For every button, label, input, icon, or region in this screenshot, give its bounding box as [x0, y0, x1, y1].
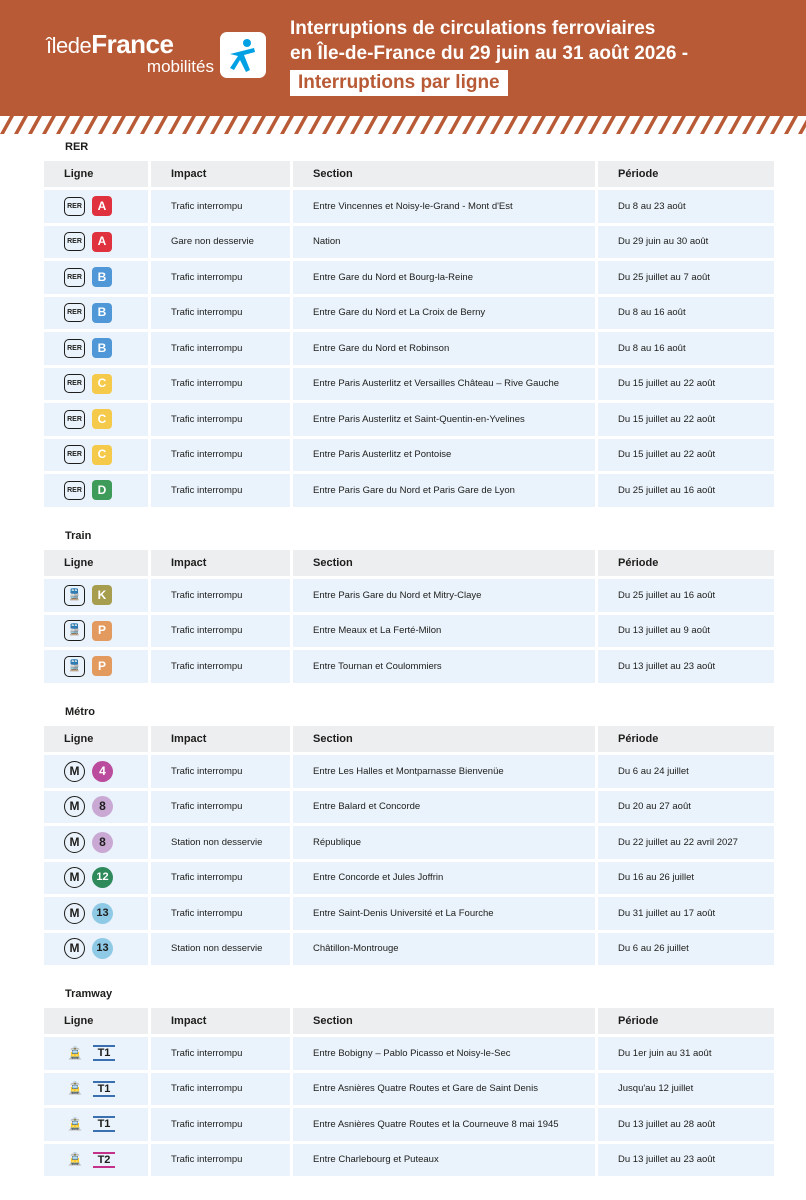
impact-cell: Trafic interrompu [151, 579, 290, 612]
periode-cell: Du 15 juillet au 22 août [598, 403, 774, 436]
col-ligne: Ligne [44, 726, 148, 752]
line-cell [44, 897, 148, 930]
line-badge-t2: T2 [93, 1152, 115, 1168]
impact-cell: Trafic interrompu [151, 332, 290, 365]
rer-icon: RER [64, 445, 85, 464]
tram-icon: 🚊 [67, 1152, 83, 1166]
col-ligne: Ligne [44, 1008, 148, 1034]
rer-icon: RER [64, 268, 85, 287]
table-row [44, 190, 774, 223]
table-row [44, 1144, 774, 1177]
tram-icon: 🚊 [67, 1116, 83, 1131]
table-row [44, 297, 774, 330]
periode-cell: Du 13 juillet au 23 août [598, 1144, 774, 1177]
line-cell [44, 1037, 148, 1070]
impact-cell: Trafic interrompu [151, 755, 290, 788]
table-row [44, 226, 774, 259]
page-subtitle: Interruptions par ligne [290, 70, 508, 96]
col-periode: Période [598, 161, 774, 187]
col-impact: Impact [151, 726, 290, 752]
line-badge-b: B [92, 303, 112, 323]
periode-cell: Du 25 juillet au 16 août [598, 474, 774, 507]
col-ligne: Ligne [44, 550, 148, 576]
periode-cell: Du 15 juillet au 22 août [598, 368, 774, 401]
line-cell [44, 1073, 148, 1106]
line-badge-k: K [92, 585, 112, 605]
rer-icon: RER [64, 339, 85, 358]
col-periode: Période [598, 550, 774, 576]
line-cell [44, 650, 148, 683]
table-row [44, 1108, 774, 1141]
zigzag-divider [0, 116, 806, 134]
table-row [44, 261, 774, 294]
impact-cell: Trafic interrompu [151, 439, 290, 472]
table-row [44, 1073, 774, 1106]
train-icon: 🚆 [64, 585, 85, 606]
periode-cell: Du 20 au 27 août [598, 791, 774, 824]
table-train [44, 550, 774, 686]
table-row [44, 933, 774, 966]
line-cell [44, 615, 148, 648]
line-badge-d: D [92, 480, 112, 500]
periode-cell: Jusqu'au 12 juillet [598, 1073, 774, 1106]
impact-cell: Trafic interrompu [151, 403, 290, 436]
line-badge-c: C [92, 445, 112, 465]
impact-cell: Gare non desservie [151, 226, 290, 259]
line-badge-4: 4 [92, 761, 113, 782]
impact-cell: Trafic interrompu [151, 1144, 290, 1177]
col-impact: Impact [151, 550, 290, 576]
metro-icon: M [64, 761, 85, 782]
table-header [44, 726, 774, 752]
table-row [44, 439, 774, 472]
line-badge-a: A [92, 196, 112, 216]
section-title-train: Train [65, 530, 92, 542]
line-cell [44, 791, 148, 824]
section-cell: Entre Balard et Concorde [293, 791, 595, 824]
line-badge-t1: T1 [93, 1045, 115, 1061]
section-cell: Entre Asnières Quatre Routes et Gare de Saint Denis [293, 1073, 595, 1106]
section-cell: Entre Les Halles et Montparnasse Bienvenüe [293, 755, 595, 788]
impact-cell: Trafic interrompu [151, 791, 290, 824]
impact-cell: Station non desservie [151, 826, 290, 859]
section-title-tramway: Tramway [65, 988, 113, 1000]
logo-person-icon [220, 32, 266, 78]
section-title-metro: Métro [65, 706, 95, 718]
col-section: Section [293, 1008, 595, 1034]
line-badge-a: A [92, 232, 112, 252]
impact-cell: Trafic interrompu [151, 297, 290, 330]
table-row [44, 650, 774, 683]
table-row [44, 403, 774, 436]
rer-icon: RER [64, 410, 85, 429]
section-cell: Entre Bobigny – Pablo Picasso et Noisy-le-Sec [293, 1037, 595, 1070]
line-cell [44, 1108, 148, 1141]
periode-cell: Du 13 juillet au 23 août [598, 650, 774, 683]
line-badge-13: 13 [92, 903, 113, 924]
section-cell: Entre Paris Austerlitz et Saint-Quentin-en-Yvelines [293, 403, 595, 436]
metro-icon: M [64, 867, 85, 888]
impact-cell: Trafic interrompu [151, 615, 290, 648]
impact-cell: Trafic interrompu [151, 368, 290, 401]
train-icon: 🚆 [64, 656, 85, 677]
line-cell [44, 862, 148, 895]
section-cell: Entre Vincennes et Noisy-le-Grand - Mont d'Est [293, 190, 595, 223]
col-section: Section [293, 726, 595, 752]
line-badge-13: 13 [92, 938, 113, 959]
table-row [44, 368, 774, 401]
table-row [44, 755, 774, 788]
table-row [44, 862, 774, 895]
line-cell [44, 226, 148, 259]
impact-cell: Trafic interrompu [151, 1037, 290, 1070]
section-cell: Entre Paris Austerlitz et Pontoise [293, 439, 595, 472]
page-title: Interruptions de circulations ferroviaires en Île-de-France du 29 juin au 31 août 2026 - [290, 18, 689, 64]
col-section: Section [293, 161, 595, 187]
rer-icon: RER [64, 481, 85, 500]
line-cell [44, 332, 148, 365]
table-row [44, 791, 774, 824]
col-ligne: Ligne [44, 161, 148, 187]
logo-wordmark: îledeFrance [46, 29, 174, 59]
periode-cell: Du 15 juillet au 22 août [598, 439, 774, 472]
rer-icon: RER [64, 374, 85, 393]
section-cell: Entre Gare du Nord et Bourg-la-Reine [293, 261, 595, 294]
periode-cell: Du 8 au 16 août [598, 297, 774, 330]
section-cell: Entre Gare du Nord et Robinson [293, 332, 595, 365]
section-cell: Entre Saint-Denis Université et La Fourche [293, 897, 595, 930]
metro-icon: M [64, 796, 85, 817]
metro-icon: M [64, 938, 85, 959]
periode-cell: Du 6 au 26 juillet [598, 933, 774, 966]
rer-icon: RER [64, 232, 85, 251]
impact-cell: Trafic interrompu [151, 862, 290, 895]
line-cell [44, 297, 148, 330]
table-row [44, 826, 774, 859]
section-cell: Entre Paris Austerlitz et Versailles Château – Rive Gauche [293, 368, 595, 401]
line-cell [44, 826, 148, 859]
periode-cell: Du 25 juillet au 7 août [598, 261, 774, 294]
impact-cell: Trafic interrompu [151, 897, 290, 930]
periode-cell: Du 29 juin au 30 août [598, 226, 774, 259]
table-header [44, 1008, 774, 1034]
line-cell [44, 439, 148, 472]
section-title-rer: RER [65, 141, 89, 153]
section-cell: Entre Meaux et La Ferté-Milon [293, 615, 595, 648]
col-section: Section [293, 550, 595, 576]
impact-cell: Trafic interrompu [151, 1073, 290, 1106]
tram-icon: 🚊 [67, 1045, 83, 1060]
line-cell [44, 261, 148, 294]
line-badge-12: 12 [92, 867, 113, 888]
impact-cell: Trafic interrompu [151, 650, 290, 683]
line-cell [44, 1144, 148, 1177]
line-cell [44, 755, 148, 788]
periode-cell: Du 16 au 26 juillet [598, 862, 774, 895]
table-rer [44, 161, 774, 510]
periode-cell: Du 13 juillet au 9 août [598, 615, 774, 648]
impact-cell: Trafic interrompu [151, 190, 290, 223]
impact-cell: Trafic interrompu [151, 1108, 290, 1141]
train-icon: 🚆 [64, 620, 85, 641]
periode-cell: Du 6 au 24 juillet [598, 755, 774, 788]
table-header [44, 550, 774, 576]
line-cell [44, 190, 148, 223]
idfm-logo [46, 30, 266, 82]
periode-cell: Du 13 juillet au 28 août [598, 1108, 774, 1141]
table-row [44, 474, 774, 507]
table-row [44, 615, 774, 648]
col-periode: Période [598, 726, 774, 752]
line-badge-p: P [92, 621, 112, 641]
table-tramway [44, 1008, 774, 1179]
section-cell: Entre Asnières Quatre Routes et la Courneuve 8 mai 1945 [293, 1108, 595, 1141]
line-cell [44, 933, 148, 966]
periode-cell: Du 22 juillet au 22 avril 2027 [598, 826, 774, 859]
tram-icon: 🚊 [67, 1081, 83, 1095]
table-row [44, 332, 774, 365]
rer-icon: RER [64, 303, 85, 322]
table-header [44, 161, 774, 187]
impact-cell: Station non desservie [151, 933, 290, 966]
header-banner [0, 0, 806, 116]
col-periode: Période [598, 1008, 774, 1034]
section-cell: Entre Paris Gare du Nord et Paris Gare de Lyon [293, 474, 595, 507]
section-cell: Châtillon-Montrouge [293, 933, 595, 966]
section-cell: Entre Paris Gare du Nord et Mitry-Claye [293, 579, 595, 612]
periode-cell: Du 8 au 16 août [598, 332, 774, 365]
periode-cell: Du 1er juin au 31 août [598, 1037, 774, 1070]
table-row [44, 897, 774, 930]
table-row [44, 1037, 774, 1070]
line-badge-b: B [92, 338, 112, 358]
line-badge-t1: T1 [93, 1081, 115, 1097]
impact-cell: Trafic interrompu [151, 474, 290, 507]
rer-icon: RER [64, 197, 85, 216]
line-badge-8: 8 [92, 832, 113, 853]
table-metro [44, 726, 774, 968]
section-cell: Nation [293, 226, 595, 259]
table-row [44, 579, 774, 612]
line-badge-t1: T1 [93, 1116, 115, 1132]
line-badge-b: B [92, 267, 112, 287]
line-badge-8: 8 [92, 796, 113, 817]
metro-icon: M [64, 903, 85, 924]
section-cell: Entre Gare du Nord et La Croix de Berny [293, 297, 595, 330]
section-cell: Entre Tournan et Coulommiers [293, 650, 595, 683]
impact-cell: Trafic interrompu [151, 261, 290, 294]
line-badge-c: C [92, 409, 112, 429]
line-badge-p: P [92, 656, 112, 676]
line-cell [44, 368, 148, 401]
periode-cell: Du 31 juillet au 17 août [598, 897, 774, 930]
metro-icon: M [64, 832, 85, 853]
section-cell: Entre Charlebourg et Puteaux [293, 1144, 595, 1177]
line-cell [44, 579, 148, 612]
col-impact: Impact [151, 1008, 290, 1034]
logo-subtitle: mobilités [146, 57, 214, 76]
line-cell [44, 403, 148, 436]
col-impact: Impact [151, 161, 290, 187]
section-cell: République [293, 826, 595, 859]
section-cell: Entre Concorde et Jules Joffrin [293, 862, 595, 895]
periode-cell: Du 8 au 23 août [598, 190, 774, 223]
periode-cell: Du 25 juillet au 16 août [598, 579, 774, 612]
line-badge-c: C [92, 374, 112, 394]
line-cell [44, 474, 148, 507]
